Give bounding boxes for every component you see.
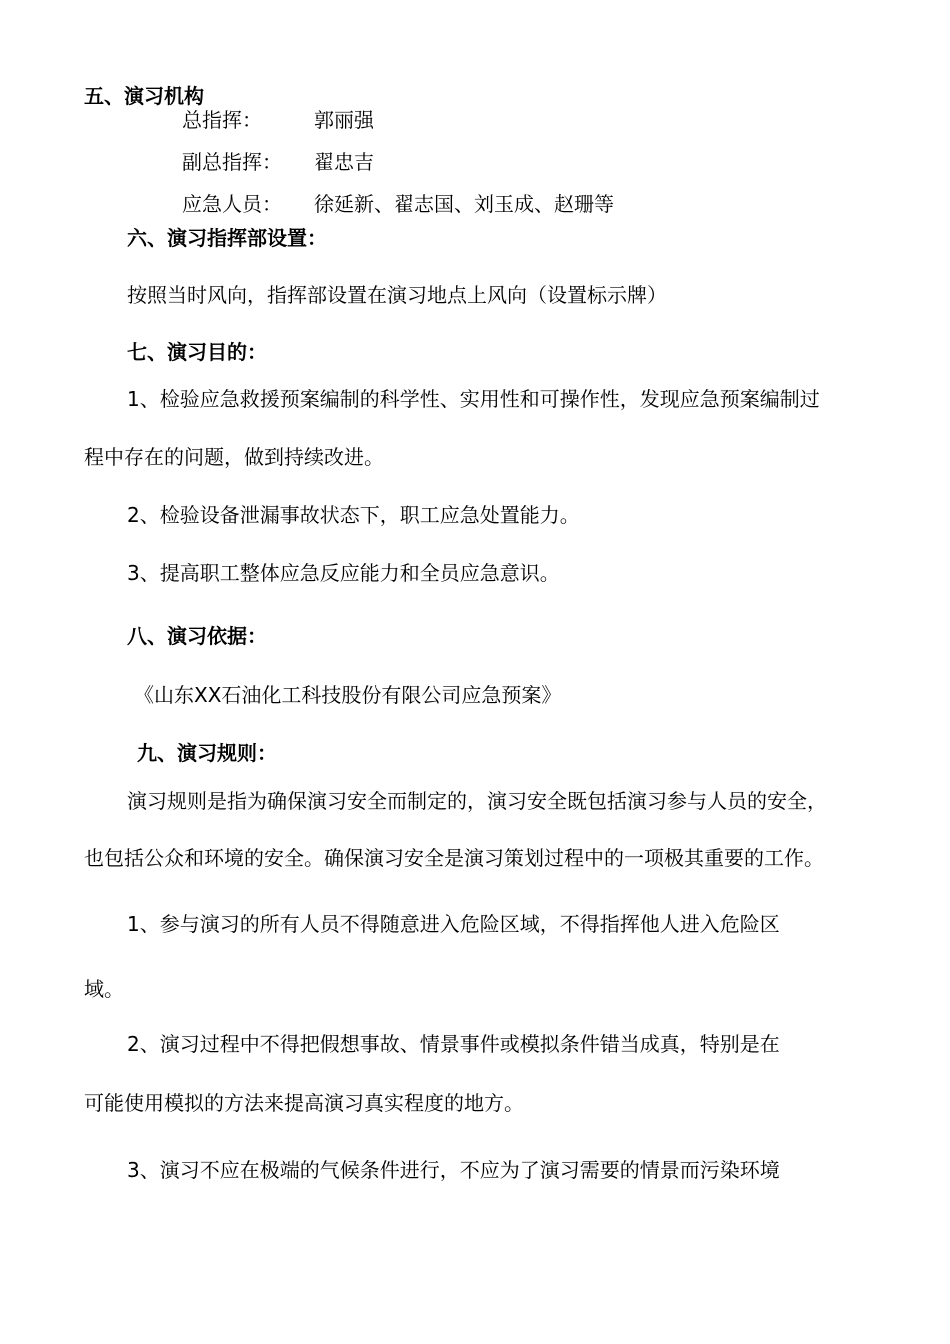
section-7-item-1-line-1: 1、检验应急救援预案编制的科学性、实用性和可操作性，发现应急预案编制过 [127,387,820,411]
section-6-heading: 六、演习指挥部设置： [127,226,327,250]
roster-role-deputy-commander: 副总指挥： [182,150,282,174]
roster-role-commander: 总指挥： [182,108,262,132]
roster-name-emergency-staff: 徐延新、翟志国、刘玉成、赵珊等 [314,192,614,216]
roster-role-emergency-staff: 应急人员： [182,192,282,216]
section-9-rule-3-line-1: 3、演习不应在极端的气候条件进行，不应为了演习需要的情景而污染环境 [127,1158,780,1182]
section-9-heading: 九、演习规则： [137,741,277,765]
roster-name-commander: 郭丽强 [314,108,374,132]
section-9-rule-2-line-1: 2、演习过程中不得把假想事故、情景事件或模拟条件错当成真，特别是在 [127,1032,780,1056]
section-7-item-2: 2、检验设备泄漏事故状态下，职工应急处置能力。 [127,503,580,527]
section-7-item-3: 3、提高职工整体应急反应能力和全员应急意识。 [127,561,560,585]
section-5-heading: 五、演习机构 [84,84,204,108]
section-7-item-1-line-2: 程中存在的问题，做到持续改进。 [84,445,384,469]
section-9-rule-2-line-2: 可能使用模拟的方法来提高演习真实程度的地方。 [84,1091,524,1115]
section-7-heading: 七、演习目的： [127,340,267,364]
section-8-heading: 八、演习依据： [127,624,267,648]
roster-name-deputy-commander: 翟忠吉 [314,150,374,174]
section-9-rule-1-line-1: 1、参与演习的所有人员不得随意进入危险区域，不得指挥他人进入危险区 [127,912,780,936]
section-8-body: 《山东XX石油化工科技股份有限公司应急预案》 [134,683,562,707]
section-9-intro-line-1: 演习规则是指为确保演习安全而制定的，演习安全既包括演习参与人员的安全， [127,789,827,813]
section-9-rule-1-line-2: 域。 [84,977,124,1001]
section-6-body: 按照当时风向，指挥部设置在演习地点上风向（设置标示牌） [127,283,667,307]
section-9-intro-line-2: 也包括公众和环境的安全。确保演习安全是演习策划过程中的一项极其重要的工作。 [84,846,824,870]
